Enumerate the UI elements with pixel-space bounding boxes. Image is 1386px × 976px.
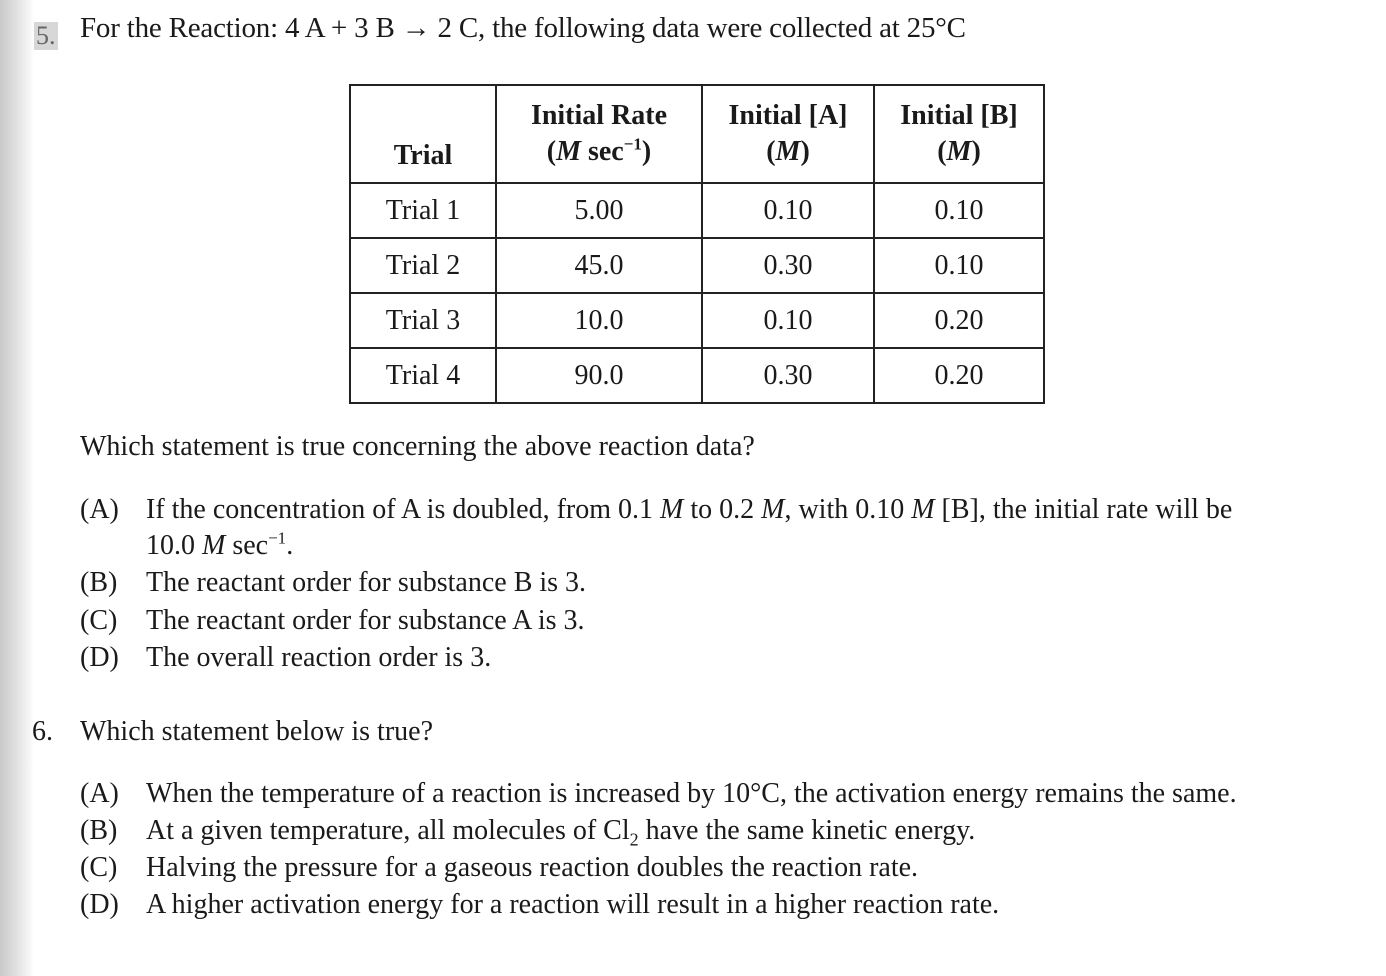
header-initial-b-units [875, 134, 1043, 170]
cell-b: 0.10 [874, 183, 1044, 238]
option-text [146, 493, 1232, 527]
cell-b: 0.20 [874, 293, 1044, 348]
option-letter: (D) [80, 889, 119, 920]
paren-close: ) [800, 136, 810, 167]
option-text: The reactant order for substance A is 3. [146, 605, 585, 636]
header-initial-rate-units [497, 134, 701, 170]
cell-trial: Trial 2 [350, 238, 496, 293]
header-initial-rate-line1: Initial Rate [530, 100, 668, 131]
subscript: 2 [629, 829, 639, 850]
cell-rate: 10.0 [496, 293, 702, 348]
q5-option-a-continuation [146, 529, 293, 563]
cell-rate: 5.00 [496, 183, 702, 238]
table-row [350, 183, 1044, 238]
unit-molar: M [202, 530, 226, 561]
text-part: [B], the initial rate will be [934, 494, 1233, 525]
header-initial-b [874, 85, 1044, 183]
unit-exponent: −1 [268, 528, 287, 548]
paren-close: ) [641, 136, 652, 167]
unit-molar: M [556, 136, 581, 167]
option-letter: (B) [80, 567, 118, 598]
paren-open: ( [937, 136, 947, 167]
text-part: . [286, 530, 294, 561]
option-letter: (C) [80, 605, 118, 636]
text-part: , with 0.10 [784, 494, 912, 525]
option-letter: (B) [80, 815, 118, 846]
question-5-prompt: Which statement is true concerning the above reaction data? [80, 431, 755, 462]
cell-a: 0.10 [702, 183, 874, 238]
cell-trial: Trial 4 [350, 348, 496, 403]
paren-close: ) [971, 136, 981, 167]
option-letter: (D) [80, 642, 119, 673]
option-text: Halving the pressure for a gaseous reaction doubles the reaction rate. [146, 852, 919, 883]
unit-molar: M [946, 136, 972, 167]
header-initial-b-line1: Initial [B] [900, 100, 1018, 131]
cell-trial: Trial 3 [350, 293, 496, 348]
text-part: have the same kinetic energy. [638, 815, 976, 846]
scan-edge-shadow [0, 0, 34, 976]
text-part: 10.0 [146, 530, 202, 561]
table-row [350, 293, 1044, 348]
unit-sec: sec [580, 136, 624, 167]
table-header-row [350, 85, 1044, 183]
option-text: A higher activation energy for a reaction will result in a higher reaction rate. [146, 889, 1000, 920]
option-text: The reactant order for substance B is 3. [146, 567, 587, 598]
option-text: When the temperature of a reaction is increased by 10°C, the activation energy remains the same. [146, 778, 1237, 809]
cell-a: 0.10 [702, 293, 874, 348]
text-part: If the concentration of A is doubled, from 0.1 [146, 494, 660, 525]
option-text [146, 814, 975, 848]
reaction-data-table [349, 84, 1045, 404]
question-6-number: 6. [32, 716, 53, 747]
text-part: At a given temperature, all molecules of Cl [146, 815, 630, 846]
unit-molar: M [911, 494, 935, 525]
text-part: to 0.2 [683, 494, 762, 525]
header-initial-a-units [703, 134, 873, 170]
cell-trial: Trial 1 [350, 183, 496, 238]
question-6-prompt: Which statement below is true? [80, 716, 433, 747]
table-row [350, 238, 1044, 293]
option-text: The overall reaction order is 3. [146, 642, 492, 673]
unit-molar: M [761, 494, 785, 525]
question-5-title: For the Reaction: 4 A + 3 B → 2 C, the following data were collected at 25°C [80, 12, 966, 44]
unit-molar: M [660, 494, 684, 525]
option-letter: (A) [80, 494, 119, 525]
header-initial-a [702, 85, 874, 183]
cell-b: 0.20 [874, 348, 1044, 403]
header-initial-rate [496, 85, 702, 183]
unit-sec: sec [225, 530, 269, 561]
paren-open: ( [766, 136, 776, 167]
option-letter: (C) [80, 852, 118, 883]
cell-rate: 45.0 [496, 238, 702, 293]
header-trial: Trial [350, 85, 496, 183]
option-letter: (A) [80, 778, 119, 809]
cell-b: 0.10 [874, 238, 1044, 293]
unit-exponent: −1 [623, 134, 642, 154]
cell-rate: 90.0 [496, 348, 702, 403]
paren-open: ( [546, 136, 557, 167]
header-initial-a-line1: Initial [A] [728, 100, 848, 131]
cell-a: 0.30 [702, 238, 874, 293]
cell-a: 0.30 [702, 348, 874, 403]
unit-molar: M [775, 136, 801, 167]
table-row [350, 348, 1044, 403]
question-5-number: 5. [36, 21, 56, 50]
